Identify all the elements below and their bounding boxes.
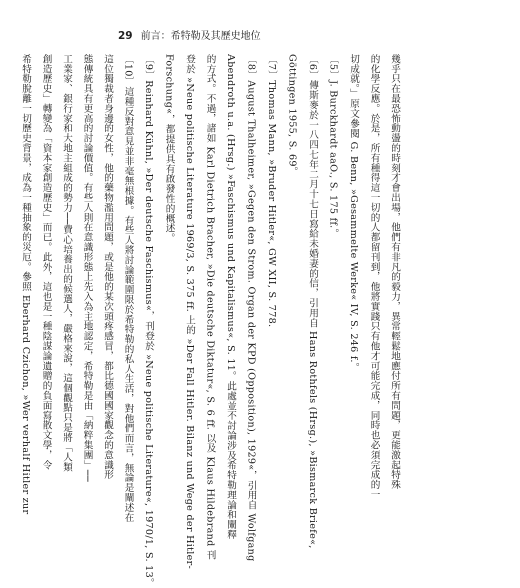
endnote-column: 工業家、銀行家和大地主組成的勢力──費心培養出的候選人，嚴格來說，這個觀點只是將「人類 [61, 54, 72, 473]
endnote-column: 〔9〕Reinhard Kühnl, »Der deutsche Faschismus«，刊登於 »Neue politische Literature«, 1970/1, S. 13。 [143, 54, 154, 588]
page-header [118, 27, 261, 43]
endnote-column: 登於 »Neue politische Literature 1969/3, S. 375 ff. 上的 »Der Fall Hitler. Bilanz und Wege der Hitler- [184, 54, 195, 570]
text-column: 的化學反應。於是，所有種得這一切的人都留刊到，他將實踐只有他才可能完成，同時也必須完成的一 [368, 54, 380, 500]
endnote-column: 〔6〕傳斯麥於一八四七年二月十七日寫給未婚妻的信，引用自 Hans Rothfels (Hrsg.), »Bismarck Briefe«, [307, 54, 318, 549]
page-number: 29 [118, 30, 133, 42]
endnote-column: Göttingen 1955, S. 69。 [286, 54, 298, 177]
running-title: 前言：希特勒及其歷史地位 [140, 31, 261, 42]
vertical-text-body [20, 54, 404, 588]
endnote-column: 〔7〕Thomas Mann, »Bruder Hitler«, GW XII, S. 778. [266, 54, 277, 328]
endnote-column: 〔5〕J. Burckhardt aaO., S. 175 ff.。 [327, 54, 339, 239]
endnote-column: Abendroth u.a. (Hrsg.) »Faschismus und Kapitalismus«, S. 11。此處並不討論涉及希特勒理論和闡釋 [225, 54, 236, 540]
text-column: 切成就。」原文參閱 G. Benn, »Gesammelte Werke« IV, S. 246 f.。 [348, 54, 359, 373]
endnote-column: 〔8〕August Thalheimer, »Gegen den Strom. Organ der KPD (Opposition), 1929«，引用自 Wolfgang [245, 54, 257, 562]
endnote-column: 的方式。不過，諸如 Karl Dietrich Bracher, »Die deutsche Diktatur«, S. 6 ff. 以及 Klaus Hildebrand 刊 [204, 54, 216, 560]
endnote-column: 創造歷史」轉變為「資本家創造歷史」而已。此外，這也是一種陰謀論遺贈的負面寫散文學，令 [40, 54, 52, 470]
endnote-column: Forschung«，都提供具有啟發性的概述。 [163, 54, 175, 244]
endnote-column: 這位獨裁者身邊的女性，他的藥物濫用問題，或是他的某次頭疼感冒，都比德國國家觀念的意識形 [102, 54, 113, 480]
endnote-column: 希特勒脫離一切歷史背景，成為一種抽象的災厄。參照 Eberhard Czichon, »Wer verhalf Hitler zur [20, 54, 31, 515]
endnote-column: 態傳統具有更高的討論價值。有些人則在意識形態上先入為主地認定，希特勒是由「納粹集團」── [81, 54, 93, 482]
text-column: 幾乎只在最恐怖動盪的時刻才會出場，他們有非凡的毅力，異常輕鬆地應付所有問題，更能激起特殊 [389, 54, 400, 490]
endnote-column: 〔10〕這種反對意見並非毫無根據。有些人將討論範圍限於希特勒的私人生活，對他們而言，無論是闡述在 [122, 54, 134, 523]
